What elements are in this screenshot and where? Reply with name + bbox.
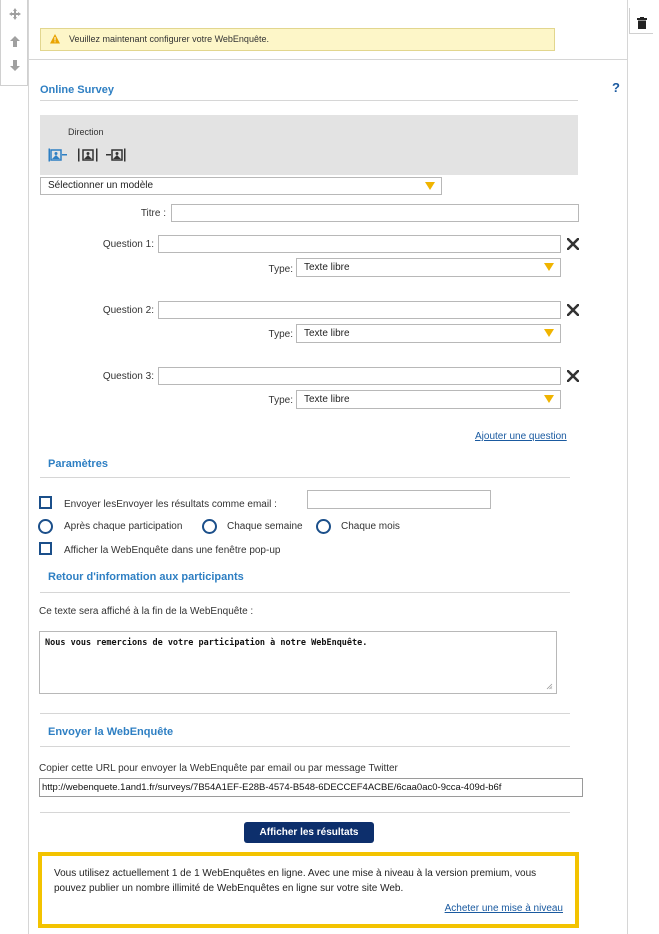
divider	[40, 100, 578, 101]
question-1-type-label: Type:	[268, 264, 293, 275]
upgrade-text: Vous utilisez actuellement 1 de 1 WebEnquêtes en ligne. Avec une mise à niveau à la version premium, vous pouvez publier un nombre illimité de WebEnquêtes en ligne sur votre site Web.	[54, 868, 537, 894]
warning-text: Veuillez maintenant configurer votre WebEnquête.	[69, 34, 269, 44]
question-3-type-label: Type:	[268, 395, 293, 406]
align-center-icon	[78, 148, 98, 162]
question-1-label: Question 1:	[102, 239, 154, 250]
section-title-parametres: Paramètres	[48, 458, 108, 470]
direction-right-button[interactable]	[106, 148, 126, 162]
question-2-type-value: Texte libre	[304, 328, 350, 339]
feedback-description: Ce texte sera affiché à la fin de la WebEnquête :	[39, 606, 254, 617]
remove-question-2-icon[interactable]	[567, 304, 579, 316]
upgrade-notice	[38, 852, 579, 928]
question-3-type-select[interactable]	[296, 390, 561, 409]
template-select[interactable]	[40, 177, 442, 195]
direction-panel	[40, 115, 578, 175]
upgrade-link[interactable]: Acheter une mise à niveau	[444, 903, 563, 914]
radio-each-month-label: Chaque mois	[341, 521, 400, 532]
feedback-text: Nous vous remercions de votre participation à notre WebEnquête.	[45, 638, 368, 648]
direction-label: Direction	[68, 127, 104, 137]
chevron-down-icon	[544, 329, 554, 337]
radio-each-week[interactable]	[202, 519, 217, 534]
feedback-textarea[interactable]	[39, 631, 557, 694]
align-left-icon	[48, 148, 68, 162]
question-2-label: Question 2:	[102, 305, 154, 316]
question-3-label: Question 3:	[102, 371, 154, 382]
remove-question-1-icon[interactable]	[567, 238, 579, 250]
add-question-link[interactable]: Ajouter une question	[475, 431, 567, 442]
question-1-type-select[interactable]	[296, 258, 561, 277]
divider	[40, 713, 570, 714]
resize-handle-icon[interactable]	[546, 683, 553, 690]
email-results-label: Envoyer lesEnvoyer les résultats comme email :	[64, 499, 277, 510]
radio-each-month[interactable]	[316, 519, 331, 534]
align-right-icon	[106, 148, 126, 162]
warning-icon	[50, 34, 60, 44]
direction-center-button[interactable]	[78, 148, 98, 162]
popup-label: Afficher la WebEnquête dans une fenêtre pop-up	[64, 545, 281, 556]
remove-question-3-icon[interactable]	[567, 370, 579, 382]
divider	[40, 592, 570, 593]
divider	[40, 746, 570, 747]
chevron-down-icon	[544, 263, 554, 271]
show-results-button[interactable]: Afficher les résultats	[244, 822, 374, 843]
title-label: Titre :	[140, 208, 166, 219]
question-3-type-value: Texte libre	[304, 394, 350, 405]
trash-icon	[637, 17, 647, 29]
question-2-type-select[interactable]	[296, 324, 561, 343]
radio-each-participation[interactable]	[38, 519, 53, 534]
arrow-up-icon[interactable]	[9, 36, 21, 50]
popup-checkbox[interactable]	[39, 542, 52, 555]
section-title-online-survey: Online Survey	[40, 84, 114, 96]
chevron-down-icon	[544, 395, 554, 403]
survey-url-field[interactable]: http://webenquete.1and1.fr/surveys/7B54A1EF-E28B-4574-B548-6DECCEF4ACBE/6caa0ac0-9cca-409d-b6f	[39, 778, 583, 797]
move-toolbar	[0, 0, 28, 86]
question-2-type-label: Type:	[268, 329, 293, 340]
question-1-type-value: Texte libre	[304, 262, 350, 273]
email-results-checkbox[interactable]	[39, 496, 52, 509]
title-input[interactable]	[171, 204, 579, 222]
question-3-input[interactable]	[158, 367, 561, 385]
move-icon[interactable]	[9, 8, 21, 22]
arrow-down-icon[interactable]	[9, 60, 21, 74]
radio-each-week-label: Chaque semaine	[227, 521, 303, 532]
template-select-value: Sélectionner un modèle	[48, 180, 154, 191]
chevron-down-icon	[425, 182, 435, 190]
delete-module-button[interactable]	[629, 8, 653, 34]
help-icon[interactable]: ?	[612, 80, 620, 95]
divider	[40, 812, 570, 813]
divider	[40, 477, 570, 478]
warning-banner	[40, 28, 555, 51]
email-results-input[interactable]	[307, 490, 491, 509]
section-title-feedback: Retour d'information aux participants	[48, 571, 244, 583]
section-title-send: Envoyer la WebEnquête	[48, 726, 174, 738]
send-description: Copier cette URL pour envoyer la WebEnquête par email ou par message Twitter	[39, 763, 398, 774]
question-2-input[interactable]	[158, 301, 561, 319]
question-1-input[interactable]	[158, 235, 561, 253]
radio-each-participation-label: Après chaque participation	[64, 521, 183, 532]
direction-left-button[interactable]	[48, 148, 68, 162]
